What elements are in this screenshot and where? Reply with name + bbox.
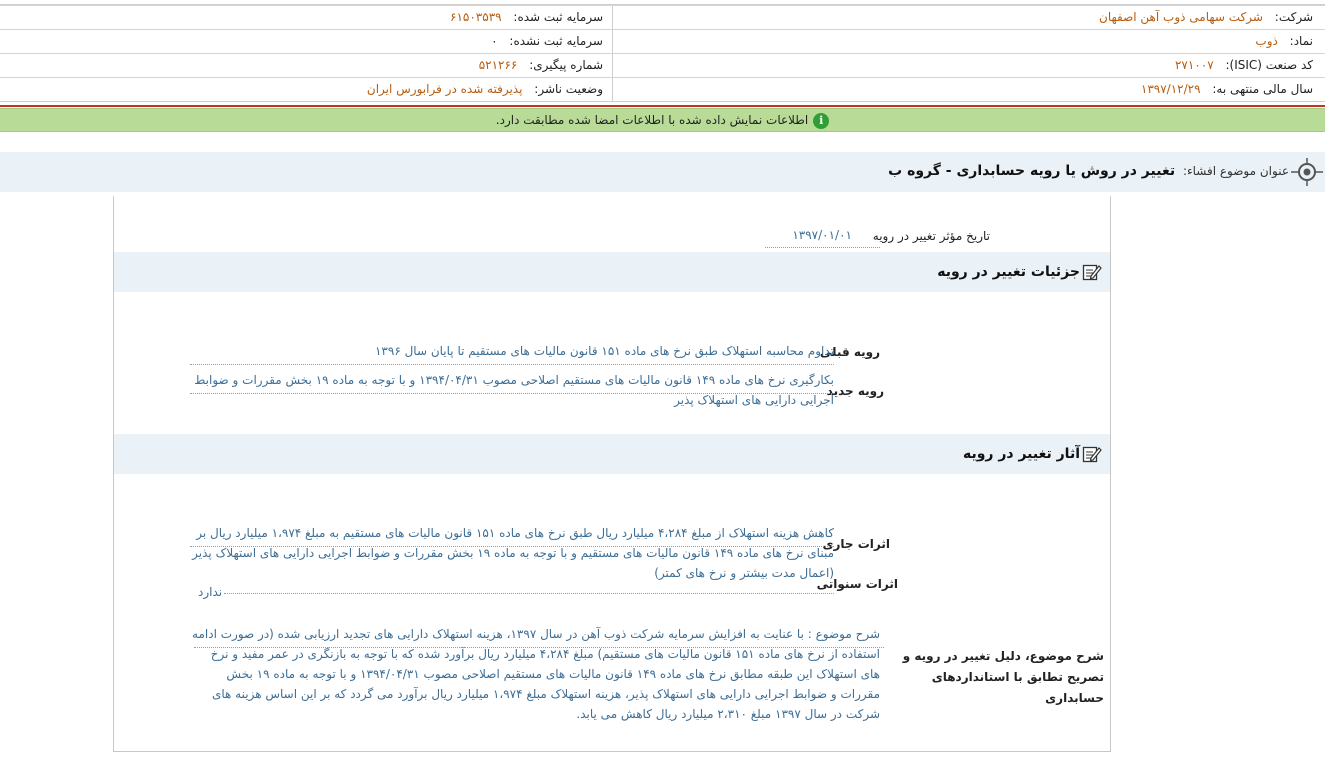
effects-section-header [114,434,1110,474]
isic-cell [613,54,1313,77]
fiscal-value: ۱۳۹۷/۱۲/۲۹ [1140,82,1201,96]
edit-icon [1082,262,1102,282]
retro-effects-underline [224,593,834,594]
target-icon [1291,156,1323,188]
retro-effects-label: اثرات سنواتی [816,577,898,591]
company-value: شرکت سهامی ذوب آهن اصفهان [1099,10,1263,24]
explanation-label: شرح موضوع، دلیل تغییر در رویه و تصریح تطابق با استانداردهای حسابداری [902,649,1104,705]
disclosure-title-bar [0,152,1325,192]
tracking-label: شماره پیگیری: [529,58,603,72]
edit-icon [1082,444,1102,464]
effects-section-title: آثار تغییر در رویه [962,446,1080,462]
fiscal-cell [613,78,1313,101]
previous-practice-label: رویه قبلی [819,345,880,359]
symbol-value[interactable]: ذوب [1255,34,1278,48]
info-icon: i [813,113,829,129]
symbol-cell [613,30,1313,53]
fiscal-label: سال مالی منتهی به: [1212,82,1313,96]
disclosure-panel [113,196,1111,752]
effective-date-label: تاریخ مؤثر تغییر در رویه [872,229,990,243]
info-row-company [0,5,1325,29]
retro-effects-value: ندارد [198,585,223,599]
symbol-label: نماد: [1289,34,1313,48]
publisher-status-cell [33,78,603,101]
info-row-fiscal [0,77,1325,101]
publisher-status-value: پذیرفته شده در فرابورس ایران [366,82,523,96]
current-effects-value: کاهش هزینه استهلاک از مبلغ ۴،۲۸۴ میلیارد ریال طبق نرخ های ماده ۱۵۱ قانون مالیات های مستقیم به مبلغ ۱،۹۷۴ میلیارد ریال بر مبنای نرخ های ماده ۱۴۹ قانون مالیات های مستقیم و با توجه به ماده ۱۹ بخش مقررات و ضوابط اجرایی دارایی های استهلاک پذیر (اعمال مدت بیشتر و نرخ های کمتر) [192,526,834,580]
details-section-title: جزئیات تغییر در رویه [937,264,1080,280]
current-effects-underline [190,546,834,547]
info-row-symbol [0,29,1325,53]
info-row-isic [0,53,1325,77]
verification-message-text: اطلاعات نمایش داده شده با اطلاعات امضا شده مطابقت دارد. [495,113,809,127]
effective-date-value: ۱۳۹۷/۰۱/۰۱ [792,228,852,242]
reg-capital-cell [33,6,603,29]
new-practice-underline [190,393,834,394]
company-label: شرکت: [1274,10,1313,24]
previous-practice-value: تداوم محاسبه استهلاک طبق نرخ های ماده ۱۵۱ قانون مالیات های مستقیم تا پایان سال ۱۳۹۶ [374,344,834,358]
title-label: عنوان موضوع افشاء: [1182,164,1289,178]
new-practice-value: بکارگیری نرخ های ماده ۱۴۹ قانون مالیات های مستقیم اصلاحی مصوب ۱۳۹۴/۰۴/۳۱ و با توجه به ماده ۱۹ بخش مقررات و ضوابط اجرایی دارایی های استهلاک پذیر [194,373,834,407]
explanation-underline [194,647,884,648]
explanation-value: شرح موضوع : با عنایت به افزایش سرمایه شرکت ذوب آهن در سال ۱۳۹۷، هزینه استهلاک دارایی های تجدید ارزیابی شده (در صورت ادامه استفاده از نرخ های ماده ۱۵۱ قانون مالیات های مستقیم) مبلغ ۴،۲۸۴ میلیارد ریال برآورد شده که با توجه به بازنگری در عمر مفید و نرخ های استهلاک این طبقه مطابق نرخ های ماده ۱۴۹ قانون مالیات های مستقیم اصلاحی مصوب ۱۳۹۴/۰۴/۳۱ و با توجه به ماده ۱۹ بخش مقررات و ضوابط اجرایی دارایی های استهلاک پذیر، هزینه استهلاک مبلغ ۱،۹۷۴ میلیارد ریال برآورد می گردد که بر این اساس هزینه های شرکت در سال ۱۳۹۷ مبلغ ۲،۳۱۰ میلیارد ریال کاهش می یابد. [192,627,880,721]
unreg-capital-cell [33,30,603,53]
isic-label: کد صنعت (ISIC): [1225,58,1313,72]
new-practice-label: رویه جدید [826,384,884,398]
effective-date-underline [765,247,880,248]
isic-value: ۲۷۱۰۰۷ [1174,58,1214,72]
company-cell [613,6,1313,29]
page-title: تغییر در روش یا رویه حسابداری - گروه ب [888,163,1176,179]
unreg-capital-value: ۰ [491,34,498,48]
reg-capital-value: ۶۱۵۰۳۵۳۹ [450,10,502,24]
unreg-capital-label: سرمایه ثبت نشده: [509,34,603,48]
tracking-cell [33,54,603,77]
publisher-status-label: وضعیت ناشر: [534,82,603,96]
company-info-table [0,4,1325,102]
reg-capital-label: سرمایه ثبت شده: [513,10,603,24]
details-section-header [114,252,1110,292]
separator-line [0,105,1325,107]
verification-message-bar [0,108,1325,132]
current-effects-label: اثرات جاری [822,537,890,551]
tracking-value: ۵۲۱۲۶۶ [478,58,518,72]
previous-practice-underline [190,364,834,365]
